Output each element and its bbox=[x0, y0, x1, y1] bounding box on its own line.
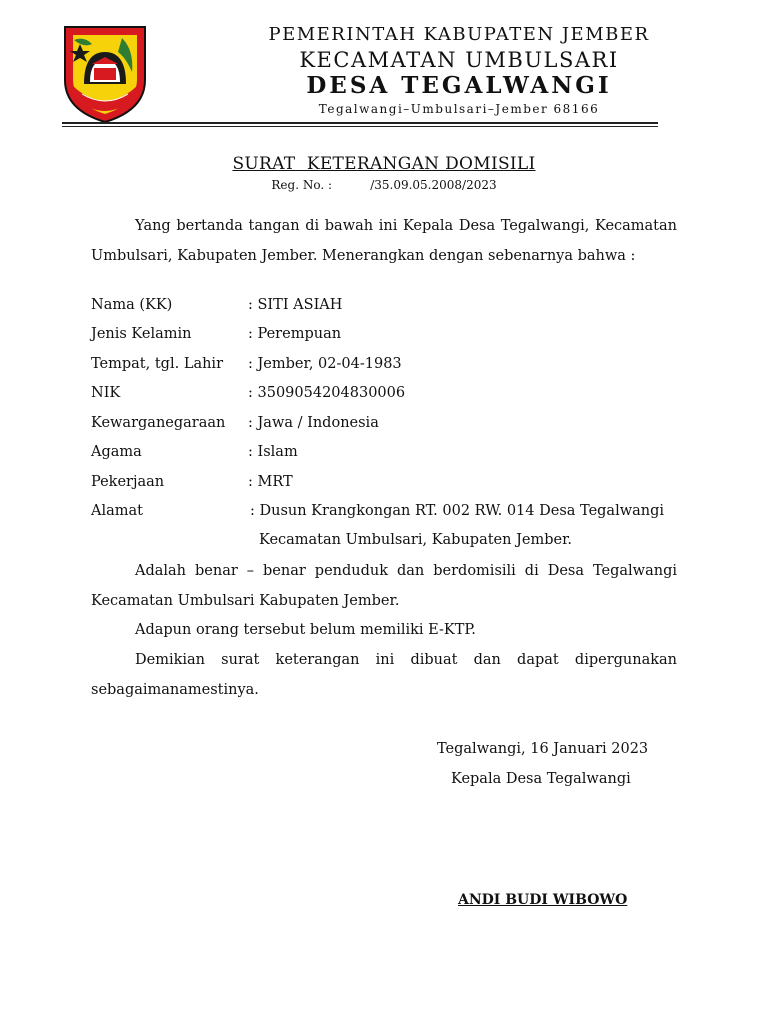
body-paragraph-ektp: Adapun orang tersebut belum memiliki E-KTP. bbox=[135, 622, 476, 638]
field-label: Tempat, tgl. Lahir bbox=[91, 356, 223, 372]
field-label: Jenis Kelamin bbox=[91, 326, 192, 342]
header-village: DESA TEGALWANGI bbox=[306, 72, 612, 99]
registration-label: Reg. No. : bbox=[271, 178, 333, 192]
field-value: : Perempuan bbox=[248, 326, 342, 342]
field-value: : Islam bbox=[248, 444, 298, 460]
header-divider-thick bbox=[62, 122, 658, 124]
field-value: : Jember, 02-04-1983 bbox=[248, 356, 402, 372]
field-label: NIK bbox=[91, 385, 121, 401]
field-value: : SITI ASIAH bbox=[248, 297, 343, 313]
place-date: Tegalwangi, 16 Januari 2023 bbox=[437, 741, 649, 757]
header-divider-thin bbox=[62, 126, 658, 127]
field-label: Pekerjaan bbox=[91, 474, 165, 490]
field-label: Agama bbox=[91, 444, 142, 460]
header-district: KECAMATAN UMBULSARI bbox=[299, 48, 619, 72]
address-continuation: Kecamatan Umbulsari, Kabupaten Jember. bbox=[259, 532, 573, 548]
registration-value: /35.09.05.2008/2023 bbox=[370, 178, 497, 192]
body-paragraph-closing: Demikian surat keterangan ini dibuat dan dapat dipergunakan sebagaimanamestinya. bbox=[91, 652, 677, 698]
body-paragraph-residency: Adalah benar – benar penduduk dan berdomisili di Desa Tegalwangi Kecamatan Umbulsari Kabupaten Jember. bbox=[91, 563, 677, 609]
signer-name: ANDI BUDI WIBOWO bbox=[458, 892, 628, 908]
intro-paragraph: Yang bertanda tangan di bawah ini Kepala Desa Tegalwangi, Kecamatan Umbulsari, Kabupaten Jember. Menerangkan dengan sebenarnya bahwa : bbox=[91, 218, 677, 264]
field-label: Kewarganegaraan bbox=[91, 415, 226, 431]
field-label: Nama (KK) bbox=[91, 297, 173, 313]
signer-title: Kepala Desa Tegalwangi bbox=[451, 771, 631, 787]
header-address: Tegalwangi–Umbulsari–Jember 68166 bbox=[318, 102, 600, 116]
field-value: : 3509054204830006 bbox=[248, 385, 406, 401]
registration-number bbox=[0, 178, 768, 192]
field-value: : Jawa / Indonesia bbox=[248, 415, 379, 431]
header-government: PEMERINTAH KABUPATEN JEMBER bbox=[268, 24, 650, 45]
letter-title: SURAT KETERANGAN DOMISILI bbox=[232, 154, 536, 174]
field-value: : Dusun Krangkongan RT. 002 RW. 014 Desa Tegalwangi bbox=[250, 503, 665, 519]
field-label: Alamat bbox=[91, 503, 143, 519]
jember-regency-emblem-icon bbox=[62, 24, 148, 124]
field-value: : MRT bbox=[248, 474, 293, 490]
